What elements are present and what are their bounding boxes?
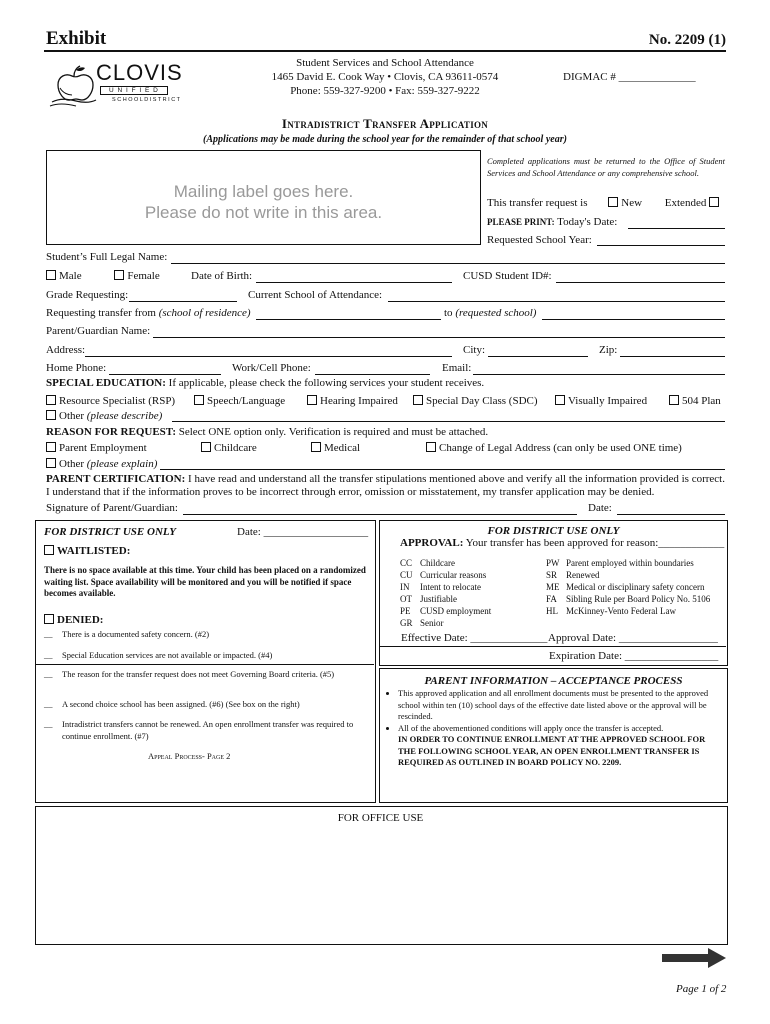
approval-code-desc: Sibling Rule per Board Policy No. 5106 (566, 594, 711, 604)
male-checkbox[interactable] (46, 270, 56, 280)
reason-heading-row (46, 426, 488, 438)
grade-label: Grade Requesting: (46, 289, 129, 301)
denial-reason-2: __ Special Education services are not available or impacted. (#4) (44, 650, 273, 660)
student-name-input[interactable] (171, 263, 725, 264)
digmac-field: DIGMAC # ______________ (563, 71, 696, 83)
approval-code: GR (400, 618, 413, 628)
current-school-input[interactable] (388, 301, 725, 302)
approval-code: CU (400, 570, 413, 580)
logo-unified: U N I F I E D (100, 86, 168, 95)
denied-label: DENIED: (57, 614, 104, 626)
transfer-type-label: This transfer request is (487, 197, 588, 209)
approval-code-desc: Justifiable (420, 594, 457, 604)
school-residence-input[interactable] (256, 319, 441, 320)
requested-school-input[interactable] (542, 319, 725, 320)
approval-row (400, 537, 724, 549)
next-page-arrow-icon[interactable] (662, 948, 726, 973)
approval-code-row (546, 581, 710, 593)
district-contact (230, 56, 540, 98)
speech-checkbox[interactable] (194, 395, 204, 405)
new-label: New (621, 197, 643, 209)
approval-divider (380, 646, 726, 647)
waitlisted-label: WAITLISTED: (57, 545, 131, 557)
district-left-date: Date: ___________________ (237, 526, 369, 538)
approval-code-row (400, 617, 491, 629)
special-ed-visual (555, 395, 647, 407)
requesting-from-label: Requesting transfer from (46, 307, 156, 319)
approval-code: HL (546, 606, 558, 616)
district-left-heading: FOR DISTRICT USE ONLY (44, 526, 176, 538)
city-input[interactable] (488, 356, 588, 357)
special-ed-other (46, 410, 162, 422)
signature-date-label: Date: (588, 502, 612, 514)
approval-date: Approval Date: __________________ (548, 632, 718, 644)
hearing-checkbox[interactable] (307, 395, 317, 405)
female-checkbox[interactable] (114, 270, 124, 280)
todays-date-input[interactable] (628, 228, 725, 229)
medical-checkbox[interactable] (311, 442, 321, 452)
to-label: to (444, 307, 453, 319)
reason-childcare (201, 442, 257, 454)
address-change-checkbox[interactable] (426, 442, 436, 452)
home-phone-input[interactable] (109, 374, 221, 375)
home-phone-label: Home Phone: (46, 362, 107, 374)
visual-label: Visually Impaired (568, 395, 648, 407)
district-right-heading: FOR DISTRICT USE ONLY (487, 525, 620, 537)
approval-codes-left (400, 557, 491, 629)
approval-code: ME (546, 582, 560, 592)
address-change-label: Change of Legal Address (can only be used ONE time) (439, 442, 682, 454)
special-ed-other-hint: (please describe) (86, 410, 163, 422)
denial-reason-3: __ The reason for the transfer request does not meet Governing Board criteria. (#5) (44, 669, 335, 679)
acceptance-heading: PARENT INFORMATION – ACCEPTANCE PROCESS (424, 675, 683, 687)
speech-label: Speech/Language (207, 395, 286, 407)
appeal-process-note: Appeal Process- Page 2 (148, 751, 231, 761)
mailing-label-line2: Please do not write in this area. (144, 203, 383, 222)
waitlist-text: There is no space available at this time. Your child has been placed on a randomized waiting list. Space availability will be monitored and you will be notified if space becomes available. (44, 565, 366, 598)
work-phone-label: Work/Cell Phone: (232, 362, 311, 374)
approval-code-row (546, 557, 710, 569)
approval-code-row (546, 605, 710, 617)
acceptance-bullet-1: • This approved application and all enrollment documents must be presented to the approved school within ten (10) school days of the effective date listed above or the approval will be rescinded. (398, 688, 719, 723)
work-phone-input[interactable] (315, 374, 430, 375)
form-title: Intradistrict Transfer Application (281, 116, 489, 131)
denied-row (44, 614, 103, 626)
approval-code-desc: CUSD employment (420, 606, 492, 616)
approval-code-desc: McKinney-Vento Federal Law (566, 606, 676, 616)
approval-code: PE (400, 606, 411, 616)
sdc-label: Special Day Class (SDC) (426, 395, 538, 407)
cusd-id-input[interactable] (556, 282, 725, 283)
childcare-label: Childcare (214, 442, 257, 454)
special-ed-other-label: Other (59, 410, 85, 422)
approval-code-row (400, 581, 491, 593)
approval-code-row (400, 557, 491, 569)
waitlisted-row (44, 545, 130, 557)
rsp-checkbox[interactable] (46, 395, 56, 405)
reason-heading: REASON FOR REQUEST: (46, 426, 176, 438)
guardian-label: Parent/Guardian Name: (46, 325, 151, 337)
department-name: Student Services and School Attendance (296, 57, 474, 69)
office-use-label: FOR OFFICE USE (337, 812, 424, 824)
reason-text: Select ONE option only. Verification is required and must be attached. (178, 426, 489, 438)
approval-code: CC (400, 558, 413, 568)
approval-code-desc: Medical or disciplinary safety concern (566, 582, 705, 592)
special-ed-504 (669, 395, 721, 407)
plan504-checkbox[interactable] (669, 395, 679, 405)
parent-certification (46, 473, 725, 499)
gender-row (46, 270, 160, 282)
effective-date: Effective Date: ______________ (401, 632, 548, 644)
special-ed-other-input[interactable] (172, 421, 725, 422)
acceptance-bullet-2-bold: IN ORDER TO CONTINUE ENROLLMENT AT THE APPROVED SCHOOL FOR THE FOLLOWING SCHOOL YEAR, AN OPEN ENROLLMENT TRANSFER IS REQUIRED AS OUTLINED IN BOARD POLICY NO. 2209. (398, 734, 706, 767)
approval-code-desc: Senior (420, 618, 444, 628)
approval-code-desc: Renewed (566, 570, 600, 580)
student-name-label: Student’s Full Legal Name: (46, 251, 168, 263)
denial-reason-1: __ There is a documented safety concern. (#2) (44, 629, 210, 639)
expiration-date: Expiration Date: _________________ (549, 650, 719, 662)
dob-label: Date of Birth: (191, 270, 253, 282)
please-print-label: PLEASE PRINT: (487, 217, 555, 227)
special-ed-text: If applicable, please check the following services your student receives. (168, 377, 485, 389)
zip-input[interactable] (620, 356, 725, 357)
approval-codes-right (546, 557, 710, 617)
reason-other-input[interactable] (160, 469, 725, 470)
approval-code-desc: Intent to relocate (420, 582, 481, 592)
logo-wordmark: CLOVIS (96, 60, 183, 85)
approval-code: SR (546, 570, 558, 580)
approval-text: Your transfer has been approved for reason:____________ (465, 537, 725, 549)
requesting-from-row (46, 307, 251, 319)
reason-other-hint: (please explain) (86, 458, 158, 470)
new-checkbox[interactable] (608, 197, 618, 207)
denial-divider (36, 664, 374, 665)
approval-code: FA (546, 594, 557, 604)
school-residence-hint: (school of residence) (158, 307, 251, 319)
grade-input[interactable] (129, 301, 237, 302)
guardian-input[interactable] (153, 337, 725, 338)
district-phone: Phone: 559-327-9200 • Fax: 559-327-9222 (290, 85, 480, 97)
zip-label: Zip: (599, 344, 618, 356)
city-label: City: (463, 344, 486, 356)
page-number: Page 1 of 2 (676, 983, 727, 995)
reason-employment (46, 442, 147, 454)
female-label: Female (127, 270, 160, 282)
employment-checkbox[interactable] (46, 442, 56, 452)
reason-other-checkbox[interactable] (46, 458, 56, 468)
approval-code-row (546, 593, 710, 605)
current-school-label: Current School of Attendance: (248, 289, 383, 301)
approval-code: PW (546, 558, 560, 568)
signature-input[interactable] (183, 514, 577, 515)
approval-code-desc: Curricular reasons (420, 570, 487, 580)
office-use-box (35, 806, 728, 945)
extended-label: Extended (664, 197, 707, 209)
visual-checkbox[interactable] (555, 395, 565, 405)
approval-code: OT (400, 594, 412, 604)
exhibit-number: No. 2209 (1) (648, 32, 726, 48)
form-subtitle: (Applications may be made during the school year for the remainder of that school year) (203, 134, 567, 145)
reason-other (46, 458, 157, 470)
logo-district: S C H O O L D I S T R I C T (112, 97, 180, 103)
dob-input[interactable] (256, 282, 452, 283)
approval-code-desc: Childcare (420, 558, 455, 568)
special-ed-rsp (46, 395, 175, 407)
male-label: Male (59, 270, 82, 282)
approval-code-row (400, 569, 491, 581)
mailing-label-line1: Mailing label goes here. (173, 182, 354, 201)
childcare-checkbox[interactable] (201, 442, 211, 452)
district-address: 1465 David E. Cook Way • Clovis, CA 93611-0574 (271, 71, 499, 83)
mailing-label-area (46, 150, 481, 245)
approval-code-row (400, 605, 491, 617)
plan504-label: 504 Plan (682, 395, 721, 407)
signature-label: Signature of Parent/Guardian: (46, 502, 178, 514)
special-ed-speech (194, 395, 285, 407)
requesting-to-row (444, 307, 536, 319)
certification-heading: PARENT CERTIFICATION: (46, 473, 186, 485)
rsp-label: Resource Specialist (RSP) (59, 395, 176, 407)
special-ed-heading: SPECIAL EDUCATION: (46, 377, 166, 389)
exhibit-label: Exhibit (46, 28, 107, 49)
email-input[interactable] (473, 374, 725, 375)
special-ed-hearing (307, 395, 398, 407)
acceptance-bullet-2: • All of the abovementioned conditions will apply once the transfer is accepted. IN ORDER TO CONTINUE ENROLLMENT AT THE APPROVED SCHOOL FOR THE FOLLOWING SCHOOL YEAR, AN OPEN ENROLLMENT TRANSFER IS REQUIRED AS OUTLINED IN BOARD POLICY NO. 2209. (398, 723, 719, 769)
approval-code-desc: Parent employed within boundaries (566, 558, 694, 568)
special-ed-other-checkbox[interactable] (46, 410, 56, 420)
todays-date-label: Today's Date: (557, 216, 618, 228)
hearing-label: Hearing Impaired (320, 395, 398, 407)
approval-code-row (546, 569, 710, 581)
reason-other-label: Other (59, 458, 85, 470)
denial-reason-4: __ A second choice school has been assigned. (#6) (See box on the right) (44, 699, 300, 709)
transfer-type-row (487, 197, 722, 209)
requested-school-year-label: Requested School Year: (487, 234, 592, 246)
special-ed-sdc (413, 395, 538, 407)
email-label: Email: (442, 362, 472, 374)
acceptance-list (385, 688, 719, 769)
signature-date-input[interactable] (617, 514, 725, 515)
address-input[interactable] (85, 356, 452, 357)
return-note: Completed applications must be returned to the Office of Student Services and School Attendance or any comprehensive school. (487, 156, 725, 178)
approval-label: APPROVAL: (400, 537, 464, 549)
approval-code: IN (400, 582, 410, 592)
medical-label: Medical (324, 442, 361, 454)
cusd-id-label: CUSD Student ID#: (463, 270, 552, 282)
reason-address (426, 442, 682, 454)
todays-date-row (487, 216, 617, 228)
waitlisted-checkbox[interactable] (44, 545, 54, 555)
reason-medical (311, 442, 360, 454)
requested-school-year-input[interactable] (597, 245, 725, 246)
denied-checkbox[interactable] (44, 614, 54, 624)
certification-text: I have read and understand all the transfer stipulations mentioned above and verify all the information provided is correct. I understand that if the information proves to be incorrect through error, omission or misstatement, my transfer application may be denied. (46, 473, 725, 498)
requested-school-hint: (requested school) (455, 307, 537, 319)
special-ed-heading-row (46, 377, 484, 389)
address-label: Address: (46, 344, 86, 356)
approval-code-row (400, 593, 491, 605)
denial-reason-5: __ Intradistrict transfers cannot be renewed. An open enrollment transfer was required to continue enrollment. (#7) (44, 719, 354, 741)
employment-label: Parent Employment (59, 442, 147, 454)
header-rule (44, 50, 726, 52)
sdc-checkbox[interactable] (413, 395, 423, 405)
extended-checkbox[interactable] (709, 197, 719, 207)
